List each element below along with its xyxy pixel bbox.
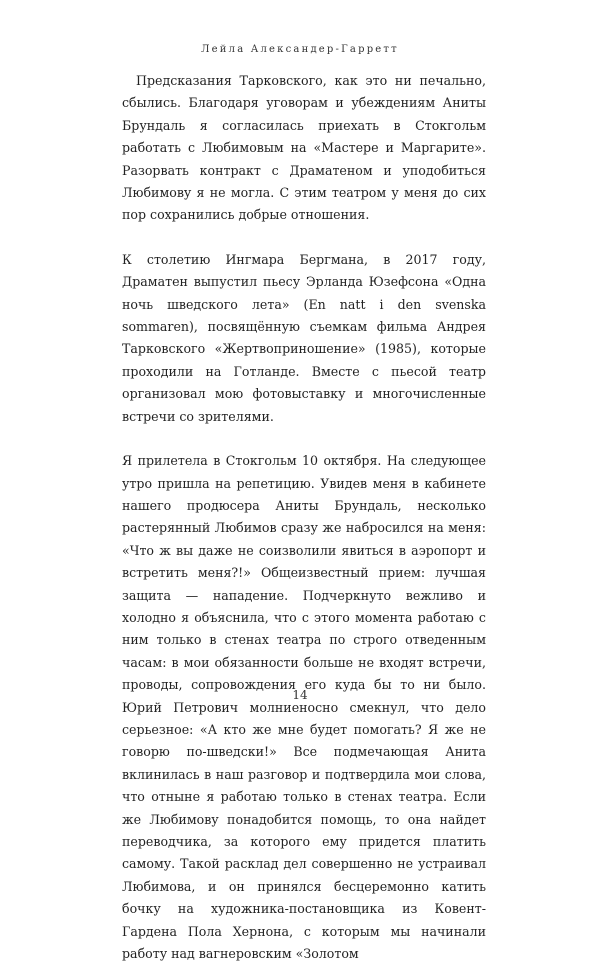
body-text bbox=[122, 70, 486, 965]
page-number: 14 bbox=[292, 688, 308, 702]
paragraph-2: К столетию Ингмара Бергмана, в 2017 году, Драматен выпустил пьесу Эрланда Юзефсона «Одна ночь шведского лета» (En natt i den svenska sommaren), посвящённую съемкам фильма Андрея Тарковского «Жертвоприношение» (1985), которые проходили на Готланде. Вместе с пьесой театр организовал мою фотовыставку и многочисленные встречи со зрителями. bbox=[122, 251, 486, 424]
paragraph-3: Я прилетела в Стокгольм 10 октября. На следующее утро пришла на репетицию. Увидев меня в кабинете нашего продюсера Аниты Брундаль, несколько растерянный Любимов сразу же набросился на меня: «Что ж вы даже не соизволили явиться в аэропорт и встретить меня?!» Общеизвестный прием: лучшая защита — нападение. Подчеркнуто вежливо и холодно я объяснила, что с этого момента работаю с ним только в стенах театра по строго отведенным часам: в мои обязанности больше не входят встречи, проводы, сопровождения его куда бы то ни было. Юрий Петрович молниеносно смекнул, что дело серьезное: «А кто же мне будет помогать? Я же не говорю по-шведски!» Все подмечающая Анита вклинилась в наш разговор и подтвердила мои слова, что отныне я работаю только в стенах театра. Если же Любимову понадобится помощь, то она найдет переводчика, за которого ему придется платить самому. Такой расклад дел совершенно не устраивал Любимова, и он принялся бесцеремонно катить бочку на художника-постановщика из Ковент-Гардена Пола Хернона, с которым мы начинали работу над вагнеровским «Золотом bbox=[122, 453, 486, 962]
running-head: Лейла Александер-Гарретт bbox=[201, 44, 399, 55]
paragraph-1: Предсказания Тарковского, как это ни печально, сбылись. Благодаря уговорам и убеждениям Аниты Брундаль я согласилась приехать в Стокгольм работать с Любимовым на «Мастере и Маргарите». Разорвать контракт с Драматеном и уподобиться Любимову я не могла. С этим театром у меня до сих пор сохранились добрые отношения. bbox=[122, 73, 486, 223]
